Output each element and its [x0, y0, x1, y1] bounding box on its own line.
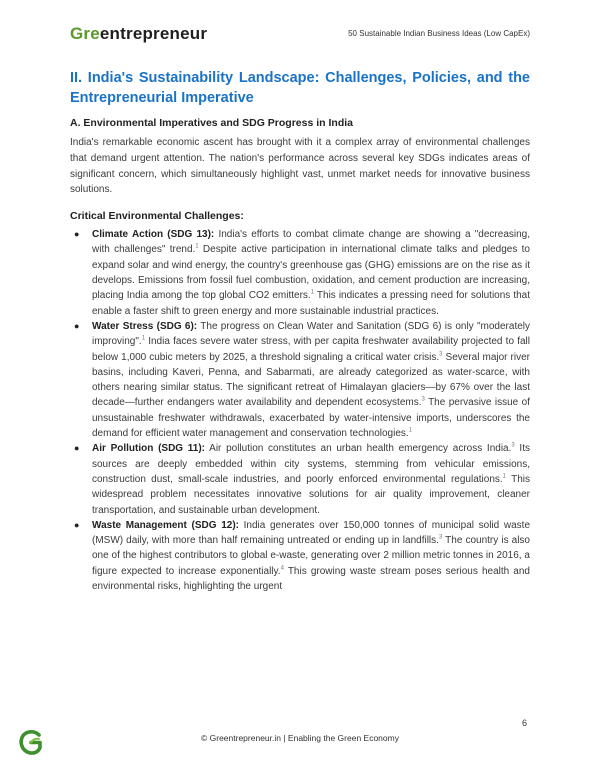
item-term: Waste Management (SDG 12): — [92, 519, 239, 531]
brand-logo — [70, 24, 207, 44]
item-text: This widespread problem necessitates innovative solutions for air quality improvement, cleaner transportation, and sustainable urban development. — [92, 473, 530, 516]
bullet-icon: ● — [74, 229, 80, 240]
subsection-title: A. Environmental Imperatives and SDG Progress in India — [70, 117, 353, 129]
item-text: India's efforts to combat climate change are showing a "decreasing, with challenges" trend. — [92, 229, 530, 256]
list-item — [70, 319, 530, 441]
page-content — [70, 68, 530, 594]
footnote-ref: 1 — [195, 244, 199, 251]
logo-dark-part: entrepreneur — [99, 24, 208, 43]
list-item — [70, 441, 530, 517]
item-text: Despite active participation in international climate talks and pledges to expand solar and wind energy, the country's greenhouse gas (GHG) emissions are on the rise as it develops. Emissions from fossil fuel combustion, oxidation, and cement production are increasing, placing India among the top global CO2 emitters. — [92, 244, 530, 302]
item-text: The pervasive issue of unsustainable freshwater withdrawals, exacerbated by water-intensive imports, underscores the demand for efficient water management and conservation technologies. — [92, 397, 530, 440]
page-number: 6 — [522, 718, 528, 728]
footer-text: © Greentrepreneur.in | Enabling the Green Economy — [201, 733, 399, 743]
item-text: This indicates a pressing need for solutions that enable a faster shift to green energy and more sustainable industrial practices. — [92, 290, 531, 317]
intro-paragraph: India's remarkable economic ascent has brought with it a complex array of environmental challenges that demand urgent attention. The nation's performance across several key SDGs indicates areas of significant concern, which simultaneously highlight vast, unmet market needs for innovative business solutions. — [70, 137, 530, 196]
bullet-icon: ● — [74, 320, 80, 331]
item-text: The country is also one of the highest contributors to global e-waste, generating over 2 million metric tonnes in 2016, a figure expected to increase exponentially. — [92, 535, 530, 577]
item-text: The progress on Clean Water and Sanitation (SDG 6) is only "moderately improving". — [92, 320, 530, 348]
item-text: Several major river basins, including Kaveri, Penna, and Sabarmati, are already categorized as water-scarce, with others nearing similar status. The significant retreat of Himalayan glaciers—by 67% over the last decade—further endangers water availability and dependent ecosystems. — [92, 351, 530, 409]
bullet-icon: ● — [74, 519, 80, 530]
section-title: II. India's Sustainability Landscape: Challenges, Policies, and the Entrepreneurial Imperative — [70, 70, 530, 106]
challenges-list — [70, 227, 530, 594]
list-item — [70, 518, 530, 594]
logo-green-part: Gre — [70, 24, 100, 43]
page-header — [70, 24, 530, 48]
item-text: Its sources are deeply embedded within city systems, stemming from vehicular emissions, construction dust, small-scale industries, and poorly enforced environmental regulations. — [92, 443, 530, 485]
item-text: This growing waste stream poses serious health and environmental risks, highlighting the urgent — [92, 565, 530, 593]
bullet-icon: ● — [74, 443, 80, 454]
footnote-ref: 3 — [438, 534, 443, 541]
footnote-ref: 3 — [511, 443, 515, 450]
footnote-ref: 1 — [502, 473, 507, 480]
footnote-ref: 1 — [141, 335, 146, 342]
footnote-ref: 1 — [408, 427, 413, 434]
challenges-heading: Critical Environmental Challenges: — [70, 210, 244, 223]
item-term: Water Stress (SDG 6): — [92, 320, 198, 332]
item-term: Air Pollution (SDG 11): — [92, 443, 205, 455]
item-text: India faces severe water stress, with per capita freshwater availability projected to fall below 1,000 cubic meters by 2025, a threshold signaling a critical water crisis. — [92, 336, 530, 363]
footnote-ref: 3 — [421, 397, 425, 404]
footnote-ref: 1 — [310, 290, 315, 297]
item-term: Climate Action (SDG 13): — [92, 229, 215, 241]
footnote-ref: 3 — [439, 351, 443, 358]
document-title: 50 Sustainable Indian Business Ideas (Low CapEx) — [348, 29, 530, 38]
footnote-ref: 4 — [280, 565, 284, 572]
list-item — [70, 227, 530, 319]
item-text: Air pollution constitutes an urban health emergency across India. — [205, 443, 512, 455]
item-text: India generates over 150,000 tonnes of municipal solid waste (MSW) daily, with more than half remaining untreated or ending up in landfills. — [92, 519, 531, 547]
